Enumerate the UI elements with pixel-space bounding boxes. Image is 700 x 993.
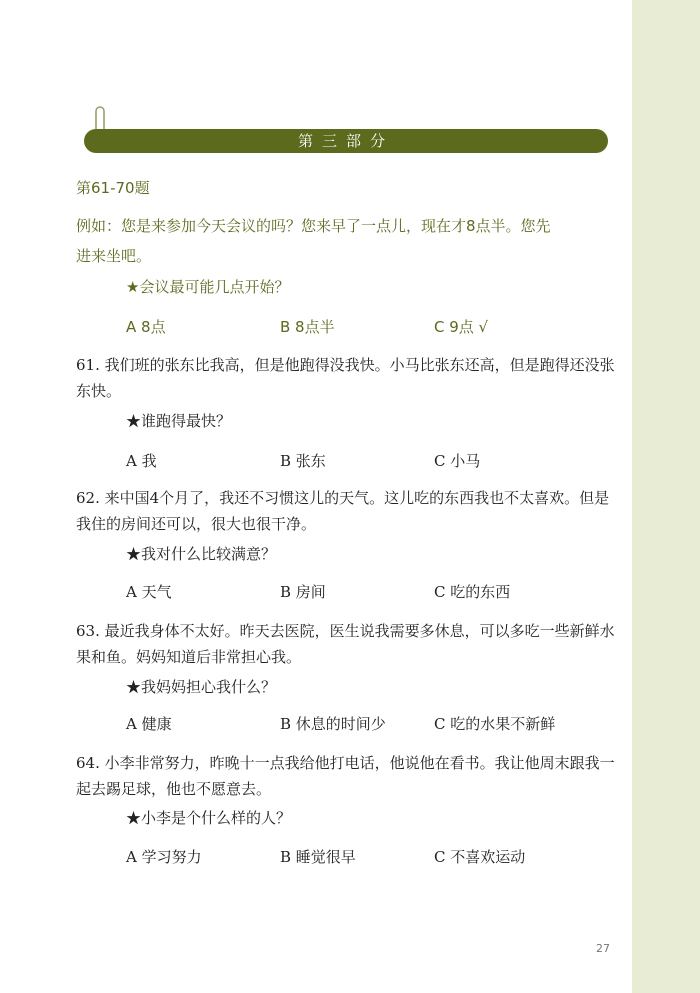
question-63-text	[76, 618, 622, 670]
question-61-option-b: B 张东	[280, 452, 326, 470]
example-option-a: A 8点	[126, 318, 166, 336]
question-61-line-1: 61. 我们班的张东比我高，但是他跑得没我快。小马比张东还高，但是跑得还没张	[76, 356, 615, 374]
question-62-line-1: 62. 来中国4个月了，我还不习惯这儿的天气。这儿吃的东西我也不太喜欢。但是	[76, 489, 610, 507]
question-64-option-a: A 学习努力	[126, 848, 202, 866]
banner-title: 第三部分	[297, 132, 394, 150]
side-strip	[632, 0, 700, 993]
question-62-text	[76, 485, 622, 537]
question-62-option-a: A 天气	[126, 583, 172, 601]
example-option-b: B 8点半	[280, 318, 335, 336]
question-64-option-c: C 不喜欢运动	[434, 848, 526, 866]
example-text	[76, 213, 622, 269]
question-62-option-c: C 吃的东西	[434, 583, 511, 601]
example-question: ★会议最可能几点开始？	[126, 278, 290, 296]
question-64-line-2: 起去踢足球，他也不愿意去。	[76, 780, 272, 798]
question-64-line-1: 64. 小李非常努力，昨晚十一点我给他打电话，他说他在看书。我让他周末跟我一	[76, 754, 615, 772]
question-62-option-b: B 房间	[280, 583, 326, 601]
question-61-text	[76, 352, 622, 404]
page-number: 27	[596, 942, 610, 955]
section-label: 第61-70题	[76, 179, 150, 197]
question-63-option-b: B 休息的时间少	[280, 715, 386, 733]
question-63-line-1: 63. 最近我身体不太好。昨天去医院，医生说我需要多休息，可以多吃一些新鲜水	[76, 622, 615, 640]
question-62-prompt: ★我对什么比较满意？	[126, 545, 277, 563]
question-64-prompt: ★小李是个什么样的人？	[126, 809, 292, 827]
question-63-option-a: A 健康	[126, 715, 172, 733]
question-61-prompt: ★谁跑得最快？	[126, 412, 232, 430]
question-63-prompt: ★我妈妈担心我什么？	[126, 678, 277, 696]
example-line-1: 例如：您是来参加今天会议的吗？您来早了一点儿，现在才8点半。您先	[76, 217, 551, 235]
question-62-line-2: 我住的房间还可以，很大也很干净。	[76, 515, 317, 533]
example-line-2: 进来坐吧。	[76, 247, 152, 265]
question-61-option-a: A 我	[126, 452, 157, 470]
question-61-option-c: C 小马	[434, 452, 481, 470]
question-64-text	[76, 750, 622, 802]
question-63-line-2: 果和鱼。妈妈知道后非常担心我。	[76, 648, 302, 666]
question-61-line-2: 东快。	[76, 382, 122, 400]
question-63-option-c: C 吃的水果不新鲜	[434, 715, 556, 733]
example-option-c: C 9点 √	[434, 318, 489, 336]
section-banner	[84, 129, 608, 153]
question-64-option-b: B 睡觉很早	[280, 848, 356, 866]
